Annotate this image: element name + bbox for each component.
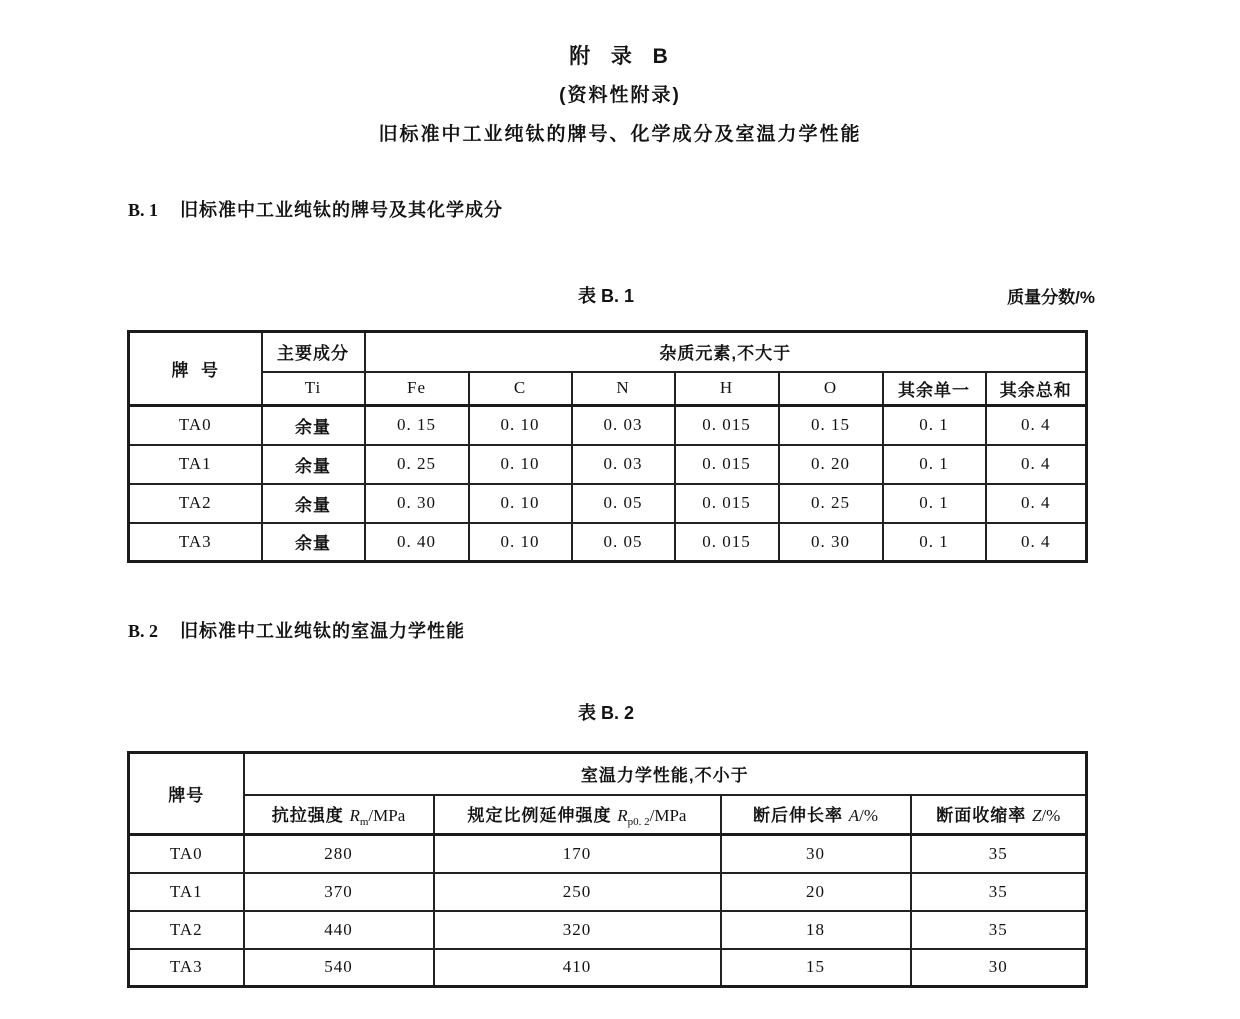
n-cell: 0. 05 bbox=[572, 523, 675, 562]
b1-col-o: O bbox=[779, 372, 883, 406]
unit-text: /% bbox=[1041, 805, 1061, 825]
rm-cell: 440 bbox=[244, 911, 434, 949]
c-cell: 0. 10 bbox=[469, 406, 572, 445]
table-b1-caption-row bbox=[127, 282, 1095, 308]
appendix-heading: 旧标准中工业纯钛的牌号、化学成分及室温力学性能 bbox=[378, 124, 862, 145]
single-cell: 0. 1 bbox=[883, 523, 986, 562]
h-cell: 0. 015 bbox=[675, 484, 779, 523]
rm-cell: 280 bbox=[244, 835, 434, 873]
title-block bbox=[0, 0, 1240, 146]
table-row bbox=[129, 406, 1087, 445]
ti-cell: 余量 bbox=[262, 523, 365, 562]
elongation-cell: 20 bbox=[721, 873, 911, 911]
b1-col-ti: Ti bbox=[262, 372, 365, 406]
single-cell: 0. 1 bbox=[883, 445, 986, 484]
symbol-R: R bbox=[349, 805, 360, 825]
rp02-cell: 410 bbox=[434, 949, 721, 987]
table-row bbox=[129, 835, 1087, 873]
b1-col-other-single: 其余单一 bbox=[883, 372, 986, 406]
grade-cell: TA1 bbox=[129, 873, 244, 911]
symbol-A: A bbox=[848, 805, 860, 825]
symbol-Z: Z bbox=[1031, 805, 1042, 825]
col-label-text: 断后伸长率 bbox=[752, 805, 849, 825]
fe-cell: 0. 15 bbox=[365, 406, 469, 445]
section-b1-number: B. 1 bbox=[128, 200, 159, 220]
unit-text: /MPa bbox=[368, 805, 406, 825]
reduction-cell: 30 bbox=[911, 949, 1087, 987]
unit-text: /% bbox=[859, 805, 878, 825]
grade-cell: TA0 bbox=[129, 406, 262, 445]
grade-cell: TA0 bbox=[129, 835, 244, 873]
n-cell: 0. 03 bbox=[572, 445, 675, 484]
n-cell: 0. 03 bbox=[572, 406, 675, 445]
table-row bbox=[129, 911, 1087, 949]
col-label-text: 抗拉强度 bbox=[271, 805, 350, 825]
elongation-cell: 15 bbox=[721, 949, 911, 987]
b1-col-fe: Fe bbox=[365, 372, 469, 406]
table-b2-caption: 表 B. 2 bbox=[577, 703, 634, 723]
table-row bbox=[129, 445, 1087, 484]
section-b1-title: 旧标准中工业纯钛的牌号及其化学成分 bbox=[180, 200, 504, 220]
table-b1-caption: 表 B. 1 bbox=[577, 286, 634, 306]
h-cell: 0. 015 bbox=[675, 523, 779, 562]
elongation-cell: 18 bbox=[721, 911, 911, 949]
single-cell: 0. 1 bbox=[883, 406, 986, 445]
section-b2-heading bbox=[128, 617, 1240, 643]
ti-cell: 余量 bbox=[262, 445, 365, 484]
c-cell: 0. 10 bbox=[469, 523, 572, 562]
section-b2-title: 旧标准中工业纯钛的室温力学性能 bbox=[180, 621, 466, 641]
appendix-title: 附 录 B bbox=[569, 45, 671, 68]
table-b1 bbox=[127, 330, 1088, 563]
rm-cell: 370 bbox=[244, 873, 434, 911]
b2-col-tensile-strength bbox=[244, 795, 434, 835]
b1-header-main-component: 主要成分 bbox=[262, 332, 365, 372]
table-row bbox=[129, 949, 1087, 987]
table-row bbox=[129, 523, 1087, 562]
b2-header-group: 室温力学性能,不小于 bbox=[244, 753, 1087, 795]
b2-col-reduction-of-area bbox=[911, 795, 1087, 835]
b1-header-impurities-group: 杂质元素,不大于 bbox=[365, 332, 1087, 372]
elongation-cell: 30 bbox=[721, 835, 911, 873]
unit-text: /MPa bbox=[649, 805, 687, 825]
fe-cell: 0. 25 bbox=[365, 445, 469, 484]
table-row bbox=[129, 873, 1087, 911]
reduction-cell: 35 bbox=[911, 835, 1087, 873]
symbol-sub: p0. 2 bbox=[627, 815, 650, 828]
ti-cell: 余量 bbox=[262, 484, 365, 523]
reduction-cell: 35 bbox=[911, 873, 1087, 911]
b2-col-elongation bbox=[721, 795, 911, 835]
total-cell: 0. 4 bbox=[986, 406, 1087, 445]
appendix-subtitle: (资料性附录) bbox=[559, 85, 681, 106]
col-label-text: 断面收缩率 bbox=[936, 805, 1032, 825]
fe-cell: 0. 40 bbox=[365, 523, 469, 562]
rp02-cell: 250 bbox=[434, 873, 721, 911]
col-label-text: 规定比例延伸强度 bbox=[467, 805, 618, 825]
b1-col-n: N bbox=[572, 372, 675, 406]
b1-col-other-total: 其余总和 bbox=[986, 372, 1087, 406]
symbol-R: R bbox=[617, 805, 628, 825]
table-b2 bbox=[127, 751, 1088, 988]
b2-col-proof-strength bbox=[434, 795, 721, 835]
b2-header-grade: 牌号 bbox=[129, 753, 244, 835]
rp02-cell: 170 bbox=[434, 835, 721, 873]
table-b1-unit-note: 质量分数/% bbox=[1007, 288, 1095, 307]
b1-header-grade: 牌 号 bbox=[129, 332, 262, 406]
section-b2-number: B. 2 bbox=[128, 621, 159, 641]
fe-cell: 0. 30 bbox=[365, 484, 469, 523]
symbol-sub: m bbox=[359, 815, 369, 828]
b1-col-c: C bbox=[469, 372, 572, 406]
grade-cell: TA3 bbox=[129, 523, 262, 562]
section-b1-heading bbox=[128, 196, 1240, 222]
h-cell: 0. 015 bbox=[675, 406, 779, 445]
o-cell: 0. 25 bbox=[779, 484, 883, 523]
total-cell: 0. 4 bbox=[986, 523, 1087, 562]
grade-cell: TA2 bbox=[129, 911, 244, 949]
ti-cell: 余量 bbox=[262, 406, 365, 445]
grade-cell: TA3 bbox=[129, 949, 244, 987]
single-cell: 0. 1 bbox=[883, 484, 986, 523]
h-cell: 0. 015 bbox=[675, 445, 779, 484]
c-cell: 0. 10 bbox=[469, 484, 572, 523]
rp02-cell: 320 bbox=[434, 911, 721, 949]
rm-cell: 540 bbox=[244, 949, 434, 987]
n-cell: 0. 05 bbox=[572, 484, 675, 523]
total-cell: 0. 4 bbox=[986, 484, 1087, 523]
total-cell: 0. 4 bbox=[986, 445, 1087, 484]
table-b2-caption-row bbox=[127, 699, 1085, 725]
reduction-cell: 35 bbox=[911, 911, 1087, 949]
c-cell: 0. 10 bbox=[469, 445, 572, 484]
o-cell: 0. 15 bbox=[779, 406, 883, 445]
b1-col-h: H bbox=[675, 372, 779, 406]
o-cell: 0. 30 bbox=[779, 523, 883, 562]
o-cell: 0. 20 bbox=[779, 445, 883, 484]
grade-cell: TA2 bbox=[129, 484, 262, 523]
table-row bbox=[129, 484, 1087, 523]
grade-cell: TA1 bbox=[129, 445, 262, 484]
